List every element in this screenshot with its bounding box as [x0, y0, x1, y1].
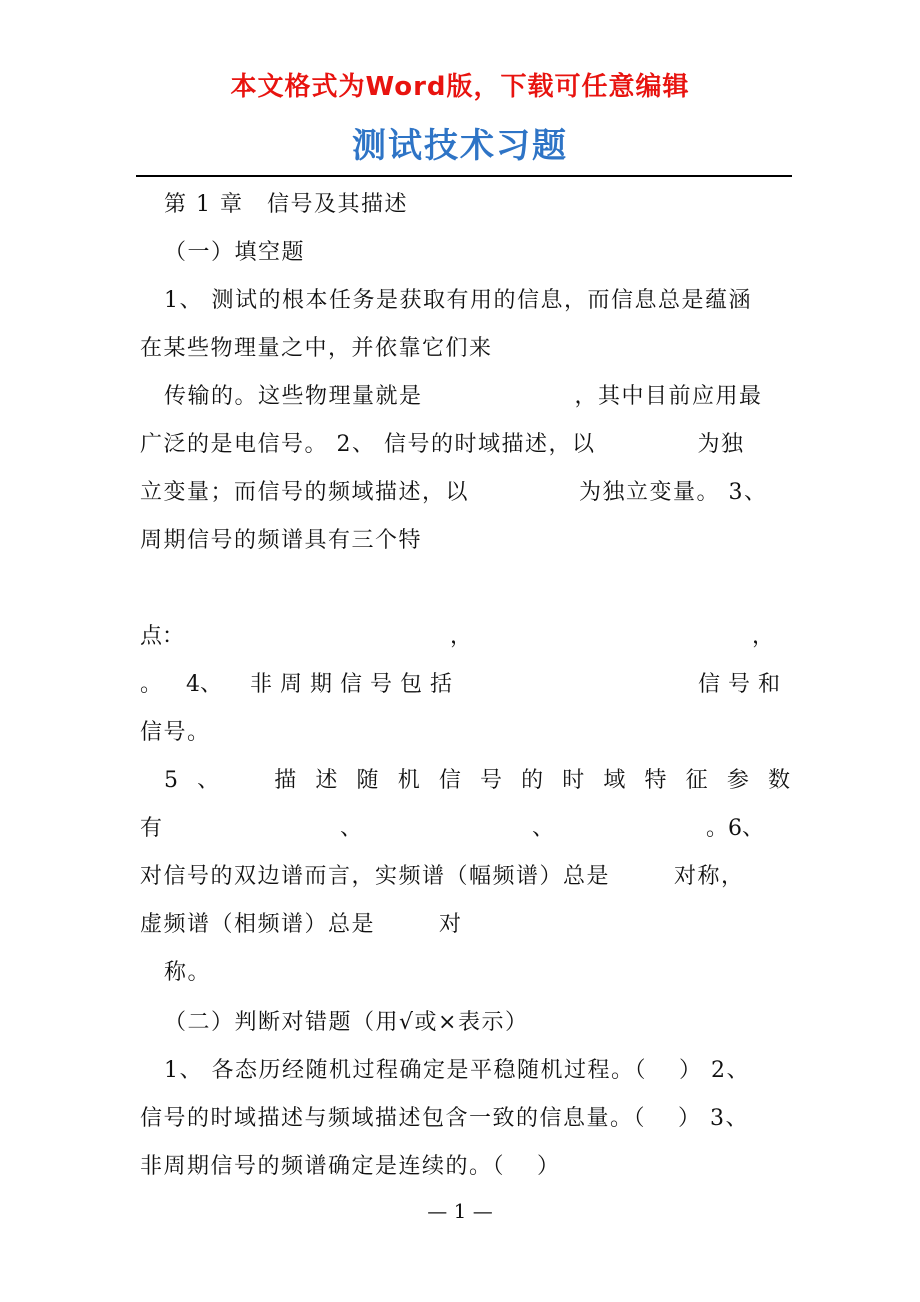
- text-fragment: 和: [758, 672, 781, 697]
- text-fragment: 立变量；而信号的频域描述，以: [140, 480, 470, 505]
- format-banner: 本文格式为Word版，下载可任意编辑: [230, 72, 690, 102]
- text-fragment: 括: [430, 672, 453, 697]
- text-fragment: 时: [562, 768, 585, 793]
- text-fragment: 机: [397, 768, 420, 793]
- text-fragment: ，: [450, 624, 473, 649]
- text-fragment: 传输的。这些物理量就是: [164, 384, 423, 409]
- text-fragment: 为独立变量。 3、: [579, 480, 768, 505]
- fill-q4-line2: 信号。: [140, 720, 211, 745]
- judge-q1-line: 1、 各态历经随机过程确定是平稳随机过程。（ ） 2、: [164, 1058, 750, 1083]
- text-fragment: 4、: [186, 672, 222, 697]
- fill-q2-line2: [140, 476, 790, 510]
- text-fragment: 述: [315, 768, 338, 793]
- text-fragment: 特: [644, 768, 667, 793]
- text-fragment: 随: [356, 768, 379, 793]
- text-fragment: 有: [140, 816, 163, 841]
- text-fragment: 描: [274, 768, 297, 793]
- fill-q6-line3: 称。: [164, 960, 212, 985]
- section-fill-heading: （一）填空题: [164, 240, 306, 265]
- text-fragment: 对信号的双边谱而言，实频谱（幅频谱）总是: [140, 864, 611, 889]
- text-fragment: 虚频谱（相频谱）总是: [140, 912, 376, 937]
- text-fragment: 广泛的是电信号。 2、 信号的时域描述，以: [140, 432, 596, 457]
- document-title: 测试技术习题: [352, 126, 568, 166]
- chapter-heading: 第 1 章 信号及其描述: [164, 192, 408, 217]
- text-fragment: 信: [340, 672, 363, 697]
- text-fragment: 对: [439, 912, 463, 937]
- text-fragment: 数: [767, 768, 790, 793]
- fill-q2-line1: [140, 428, 790, 462]
- fill-q5-line2: [140, 812, 790, 846]
- text-fragment: 非: [250, 672, 273, 697]
- text-fragment: ，: [752, 624, 775, 649]
- judge-q3-line: 非周期信号的频谱确定是连续的。（ ）: [140, 1154, 561, 1179]
- text-fragment: 为独: [697, 432, 745, 457]
- text-fragment: 的: [521, 768, 544, 793]
- text-fragment: 点：: [140, 624, 185, 649]
- text-fragment: 、: [532, 816, 555, 841]
- text-fragment: 周: [280, 672, 303, 697]
- text-fragment: 期: [310, 672, 333, 697]
- text-fragment: 征: [685, 768, 708, 793]
- text-fragment: 对称，: [674, 864, 745, 889]
- fill-q6-line2: [140, 908, 790, 942]
- text-fragment: 、: [340, 816, 363, 841]
- fill-q1-line2: 在某些物理量之中，并依靠它们来: [140, 336, 493, 361]
- text-fragment: 号: [728, 672, 751, 697]
- text-fragment: 。6、: [706, 816, 764, 841]
- text-fragment: 、: [197, 768, 220, 793]
- fill-q1-line1: 1、 测试的根本任务是获取有用的信息，而信息总是蕴涵: [164, 288, 752, 313]
- fill-q5-line1: [164, 764, 790, 798]
- text-fragment: 信: [438, 768, 461, 793]
- fill-q4-line1: [140, 668, 790, 702]
- text-fragment: 5: [164, 768, 178, 793]
- text-fragment: 号: [370, 672, 393, 697]
- section-judge-heading: （二）判断对错题（用√或×表示）: [164, 1010, 529, 1035]
- text-fragment: 信: [698, 672, 721, 697]
- text-fragment: 域: [603, 768, 626, 793]
- judge-q2-line: 信号的时域描述与频域描述包含一致的信息量。（ ） 3、: [140, 1106, 749, 1131]
- text-fragment: 。: [140, 672, 163, 697]
- fill-q3-line2: [140, 620, 775, 654]
- title-divider: [136, 175, 792, 177]
- fill-q3-line1: 周期信号的频谱具有三个特: [140, 528, 423, 553]
- fill-q1-line3: [164, 380, 790, 414]
- text-fragment: 包: [400, 672, 423, 697]
- text-fragment: 号: [479, 768, 502, 793]
- fill-q6-line1: [140, 860, 790, 894]
- text-fragment: ，其中目前应用最: [574, 384, 763, 409]
- text-fragment: 参: [726, 768, 749, 793]
- page-number: — 1 —: [427, 1199, 493, 1223]
